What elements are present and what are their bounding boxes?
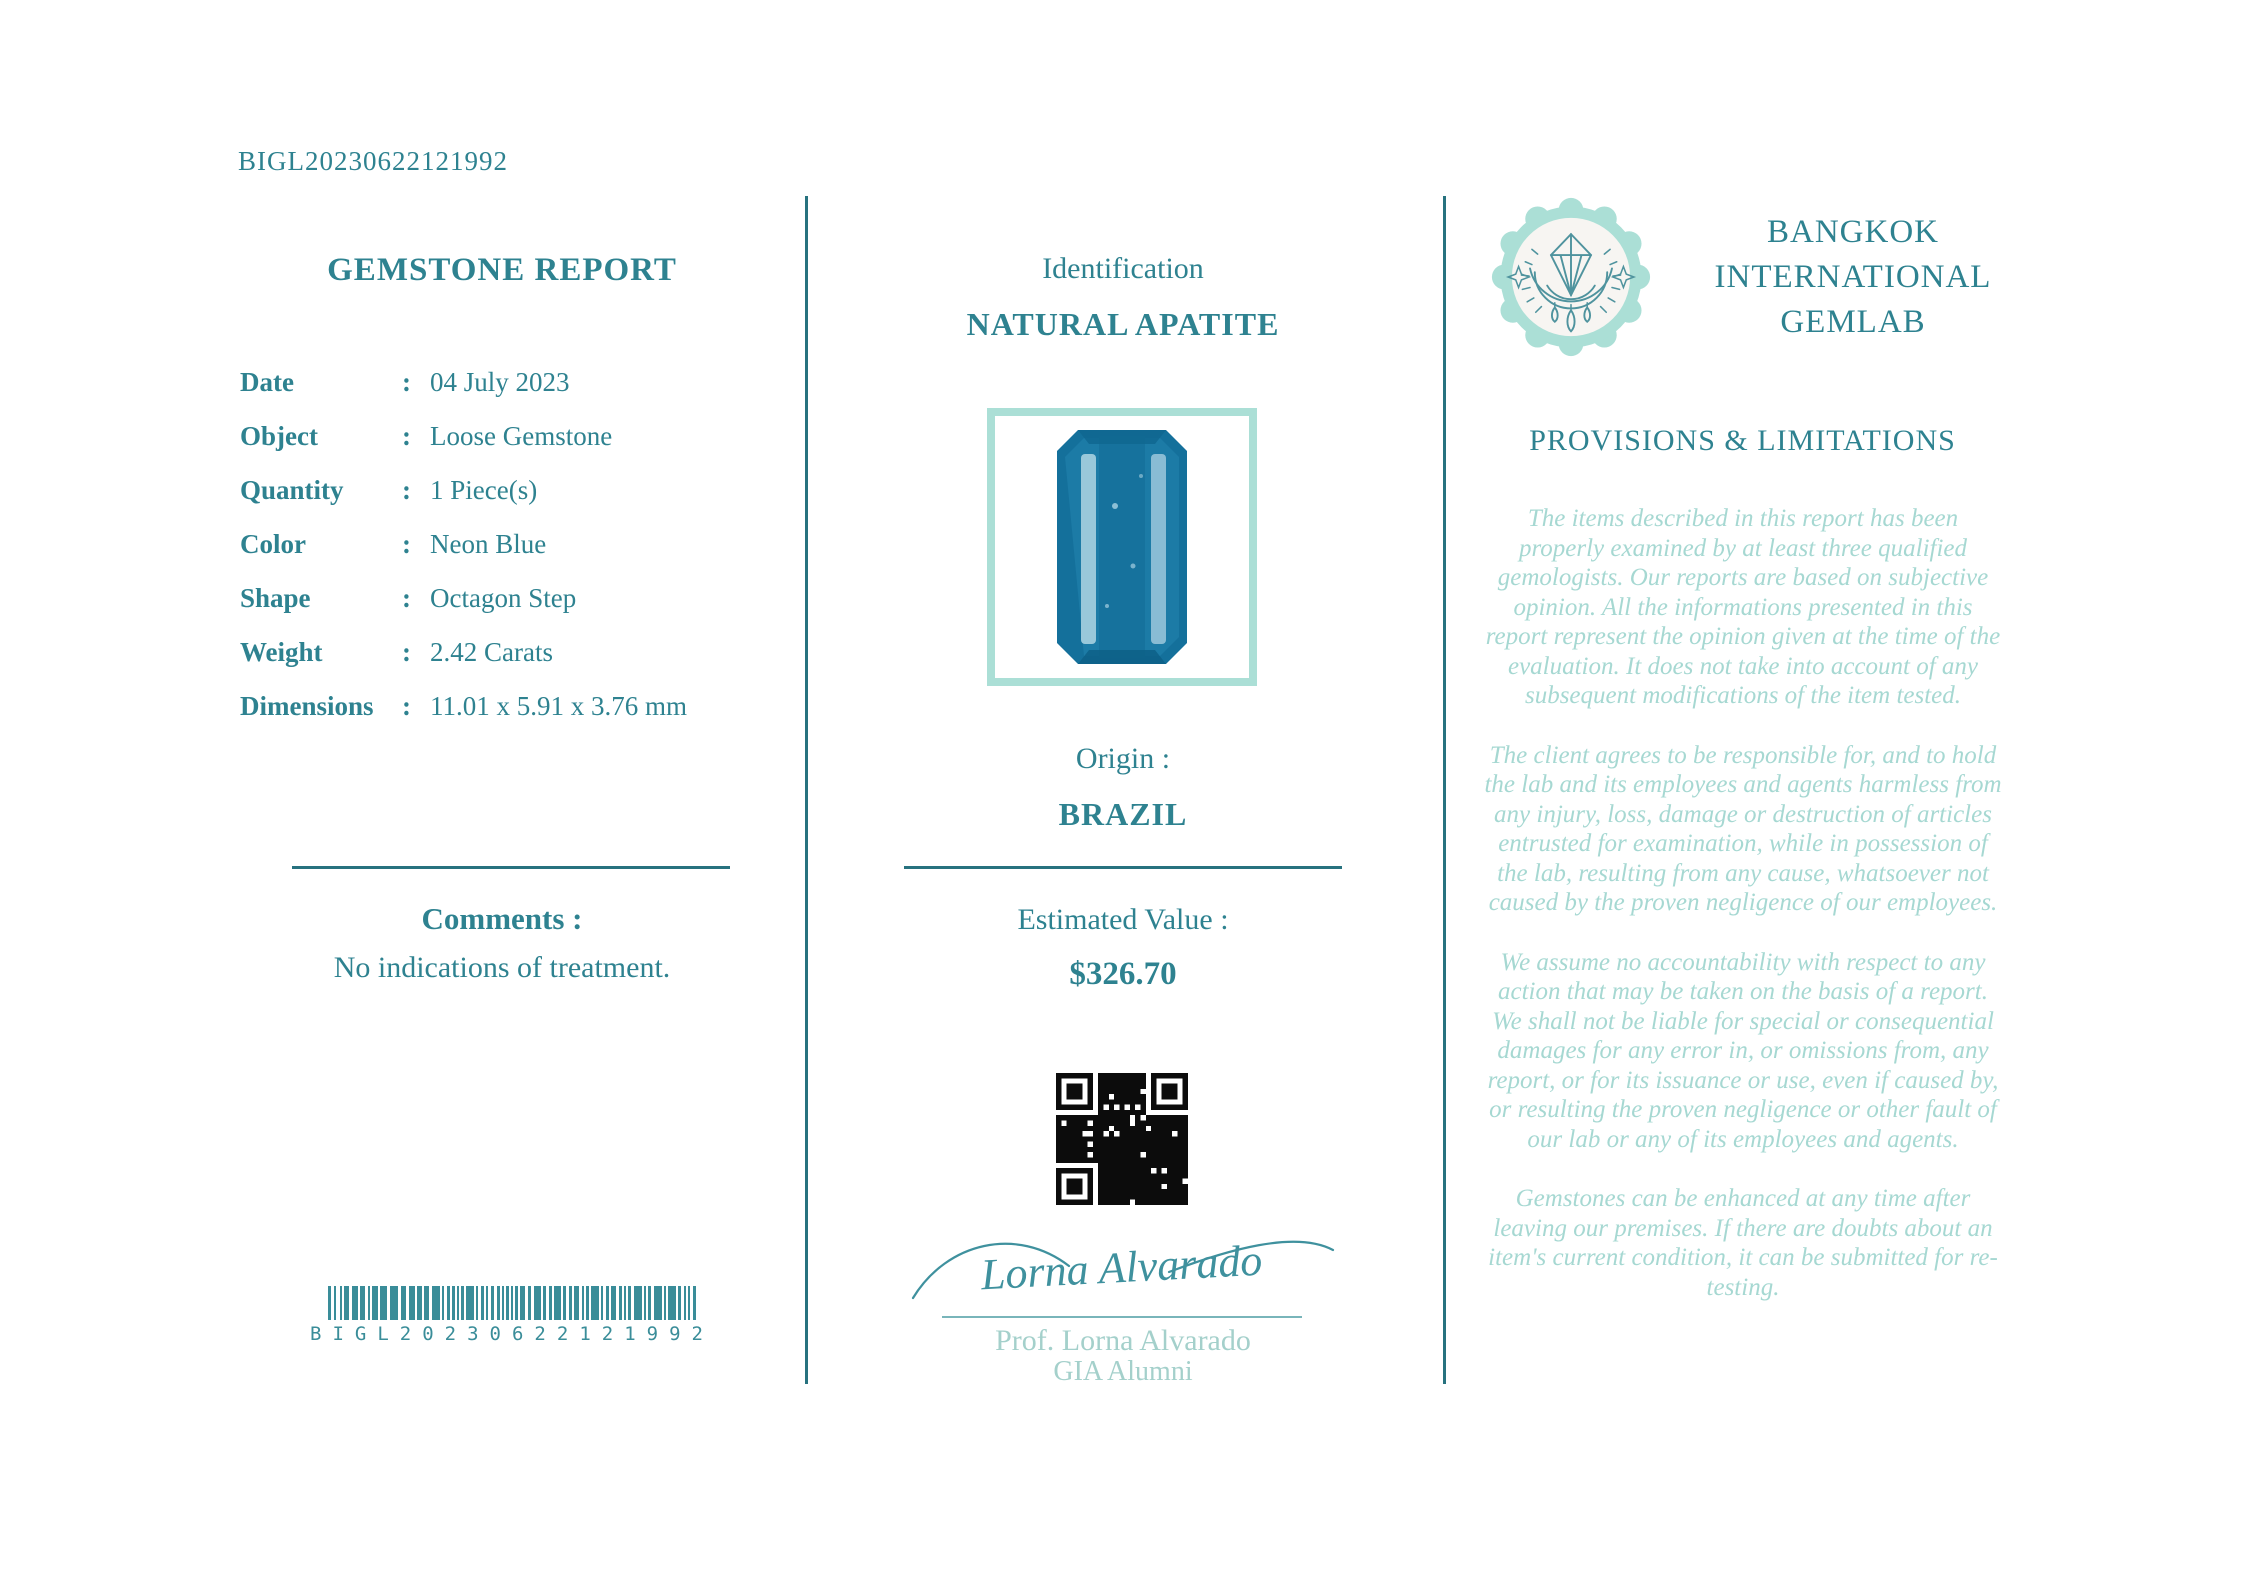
- species-name: NATURAL APATITE: [966, 306, 1280, 342]
- barcode-label: BIGL20230622121992: [310, 1323, 714, 1345]
- value-divider-line: [904, 866, 1342, 869]
- field-value-color: Neon Blue: [430, 529, 547, 559]
- qr-code: [1056, 1073, 1188, 1205]
- lab-name-line3: GEMLAB: [1780, 303, 1926, 340]
- table-row: [240, 476, 764, 504]
- provisions-paragraph-1: The items described in this report has been properly examined by at least three qualified gemologists. Our reports are based on subjective opinion. All the informations presented in this report represent the opinion given at the time of the evaluation. It does not take into account of any subsequent modifications of the item tested.: [1485, 505, 2001, 709]
- lab-header: [1490, 196, 2030, 358]
- table-row: [240, 584, 764, 612]
- field-value-weight: 2.42 Carats: [430, 637, 553, 667]
- provisions-paragraph-3: We assume no accountability with respect to any action that may be taken on the basis of a report. We shall not be liable for special or consequential damages for any error in, or omissions from, any report, or for its issuance or use, even if caused by, or resulting the proven negligence or other fault of our lab or any of its employees and agents.: [1487, 948, 1999, 1153]
- signature-name: Lorna Alvarado: [979, 1235, 1264, 1300]
- origin-heading: Origin :: [1075, 742, 1171, 775]
- comments-text: No indications of treatment.: [333, 951, 671, 984]
- signatory-name: Prof. Lorna Alvarado: [995, 1324, 1251, 1357]
- field-label-object: Object: [240, 421, 318, 451]
- origin-value: BRAZIL: [1058, 796, 1188, 832]
- field-value-object: Loose Gemstone: [430, 421, 613, 451]
- estimated-value-heading: Estimated Value :: [1017, 903, 1229, 936]
- field-label-dimensions: Dimensions: [240, 691, 374, 721]
- table-row: [240, 638, 764, 666]
- gem-photo: [995, 416, 1249, 678]
- lab-logo-icon: [1490, 196, 1652, 358]
- signature-script: [907, 1216, 1337, 1312]
- lab-name-line1: BANGKOK: [1767, 213, 1939, 250]
- gem-details-table: [240, 368, 764, 746]
- report-number: BIGL20230622121992: [238, 146, 508, 176]
- provisions-text: [1483, 504, 2003, 1332]
- field-colon: :: [402, 583, 411, 613]
- table-row: [240, 530, 764, 558]
- field-colon: :: [402, 637, 411, 667]
- identification-heading: Identification: [1042, 252, 1204, 285]
- gem-photo-frame: [987, 408, 1257, 686]
- field-label-date: Date: [240, 367, 294, 397]
- provisions-paragraph-2: The client agrees to be responsible for, and to hold the lab and its employees and agents harmless from any injury, loss, damage or destruction of articles entrusted for examination, while in possession of the lab, resulting from any cause, whatsoever not caused by the proven negligence of our employees.: [1484, 741, 2002, 916]
- page-title: GEMSTONE REPORT: [327, 252, 677, 288]
- signatory-title: GIA Alumni: [1053, 1356, 1193, 1387]
- field-label-weight: Weight: [240, 637, 323, 667]
- field-value-date: 04 July 2023: [430, 367, 570, 397]
- signature-line: [942, 1316, 1302, 1318]
- field-value-quantity: 1 Piece(s): [430, 475, 538, 505]
- field-colon: :: [402, 691, 411, 721]
- table-row: [240, 368, 764, 396]
- field-colon: :: [402, 421, 411, 451]
- field-value-dimensions: 11.01 x 5.91 x 3.76 mm: [430, 691, 688, 721]
- provisions-paragraph-4: Gemstones can be enhanced at any time after leaving our premises. If there are doubts about an item's current condition, it can be submitted for re-testing.: [1488, 1185, 1998, 1301]
- lab-name: [1676, 210, 2030, 345]
- field-colon: :: [402, 475, 411, 505]
- barcode-bars: [282, 1286, 742, 1320]
- comments-heading: Comments :: [421, 901, 583, 936]
- field-value-shape: Octagon Step: [430, 583, 577, 613]
- field-colon: :: [402, 529, 411, 559]
- table-row: [240, 422, 764, 450]
- column-divider-right: [1443, 196, 1446, 1384]
- field-label-color: Color: [240, 529, 306, 559]
- field-label-shape: Shape: [240, 583, 311, 613]
- column-divider-left: [805, 196, 808, 1384]
- estimated-value: $326.70: [1069, 956, 1177, 992]
- barcode: [282, 1286, 742, 1345]
- lab-name-line2: INTERNATIONAL: [1714, 258, 1992, 295]
- comments-divider-line: [292, 866, 730, 869]
- field-colon: :: [402, 367, 411, 397]
- field-label-quantity: Quantity: [240, 475, 344, 505]
- provisions-heading: PROVISIONS & LIMITATIONS: [1529, 424, 1956, 457]
- table-row: [240, 692, 764, 720]
